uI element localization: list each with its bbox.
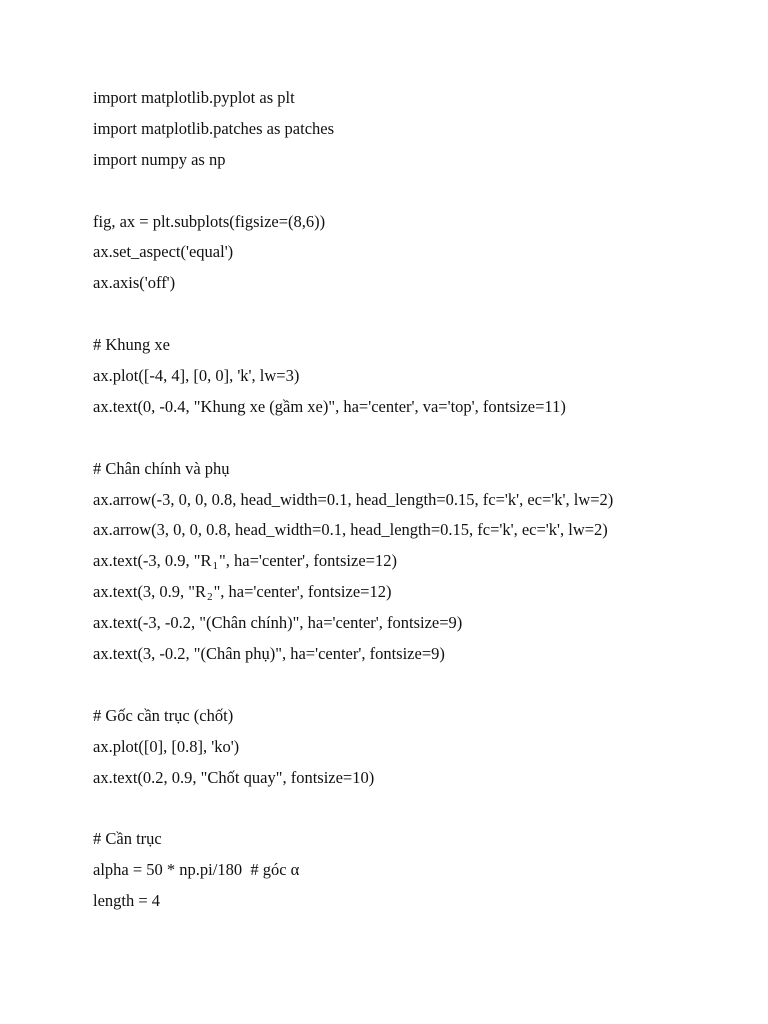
- blank-line: [93, 423, 753, 454]
- subscript: 2: [207, 591, 213, 604]
- code-text: ax.text(-3, 0.9, "R: [93, 551, 212, 571]
- code-line: import matplotlib.pyplot as plt: [93, 88, 295, 107]
- code-text: ax.text(3, 0.9, "R: [93, 582, 207, 602]
- code-line: fig, ax = plt.subplots(figsize=(8,6)): [93, 211, 326, 231]
- code-listing: [93, 83, 753, 917]
- code-line: ax.text(0, -0.4, "Khung xe (gầm xe)", ha='center', va='top', fontsize=11): [93, 396, 566, 416]
- code-line: ax.text(3, -0.2, "(Chân phụ)", ha='center', fontsize=9): [93, 644, 445, 664]
- blank-line: [93, 299, 753, 330]
- blank-line: [93, 670, 753, 701]
- code-line: [93, 577, 753, 608]
- code-line: alpha = 50 * np.pi/180 # góc α: [93, 860, 300, 880]
- code-line: ax.axis('off'): [93, 273, 176, 293]
- code-line: import matplotlib.patches as patches: [93, 118, 335, 138]
- code-text: ", ha='center', fontsize=12): [219, 551, 397, 571]
- code-line: ax.set_aspect('equal'): [93, 242, 234, 262]
- code-line: ax.plot([0], [0.8], 'ko'): [93, 736, 240, 756]
- subscript: 1: [212, 560, 219, 573]
- code-line: ax.arrow(-3, 0, 0, 0.8, head_width=0.1, head_length=0.15, fc='k', ec='k', lw=2): [93, 489, 614, 509]
- comment-line: # Cần trục: [93, 829, 162, 849]
- comment-line: # Chân chính và phụ: [93, 458, 230, 478]
- blank-line: [93, 176, 753, 207]
- code-line: ax.plot([-4, 4], [0, 0], 'k', lw=3): [93, 366, 300, 386]
- blank-line: [93, 793, 753, 824]
- code-line: ax.arrow(3, 0, 0, 0.8, head_width=0.1, head_length=0.15, fc='k', ec='k', lw=2): [93, 520, 608, 540]
- comment-line: # Gốc cần trục (chốt): [93, 705, 234, 725]
- code-line: ax.text(-3, -0.2, "(Chân chính)", ha='center', fontsize=9): [93, 613, 463, 633]
- code-line: [93, 546, 753, 577]
- code-line: import numpy as np: [93, 149, 226, 169]
- code-line: length = 4: [93, 891, 161, 911]
- comment-line: # Khung xe: [93, 335, 170, 355]
- code-text: ", ha='center', fontsize=12): [213, 582, 392, 602]
- code-line: ax.text(0.2, 0.9, "Chốt quay", fontsize=10): [93, 767, 375, 787]
